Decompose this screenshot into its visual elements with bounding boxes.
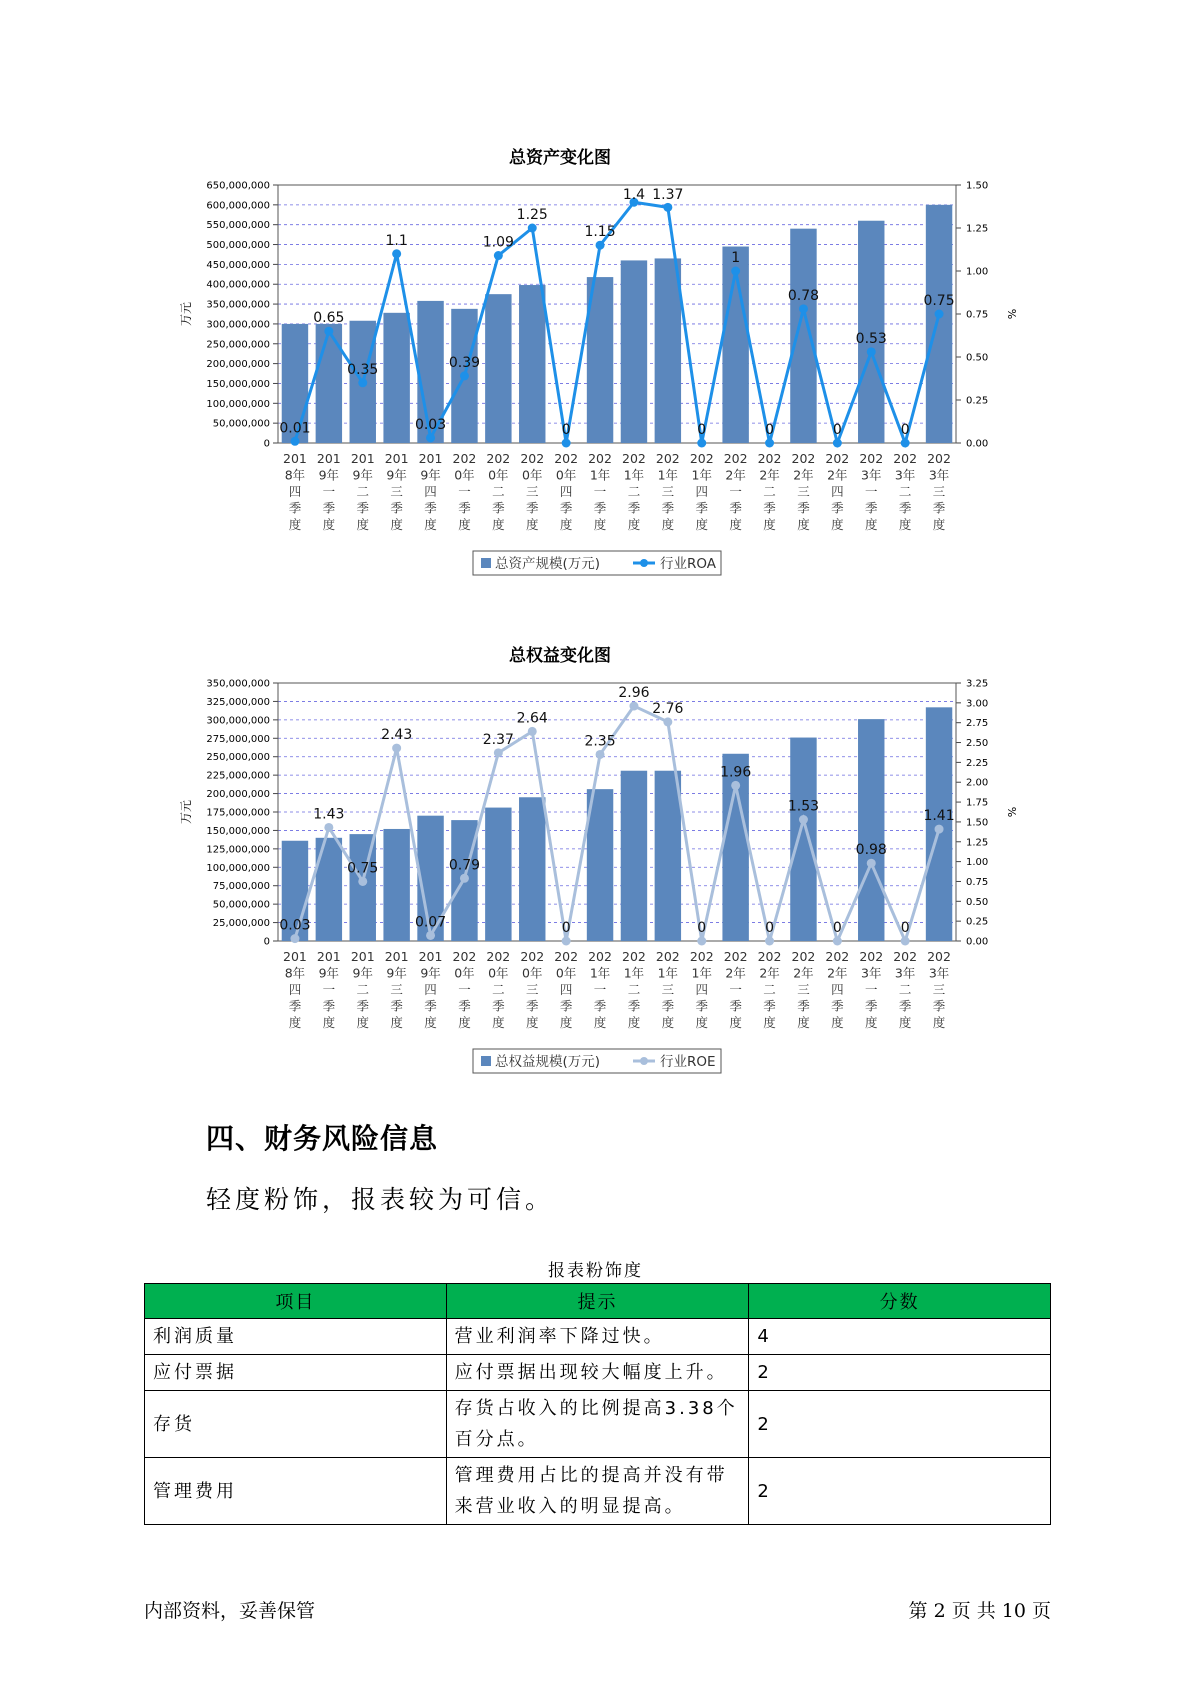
bar bbox=[858, 719, 884, 941]
bar bbox=[519, 285, 545, 443]
column-header: 分数 bbox=[749, 1284, 1051, 1319]
line-point bbox=[765, 439, 774, 448]
data-label: 1.09 bbox=[482, 234, 514, 251]
y2-tick-label: 2.00 bbox=[966, 777, 989, 789]
data-label: 1.25 bbox=[516, 207, 548, 223]
line-point bbox=[426, 931, 435, 940]
y2-tick-label: 0.00 bbox=[966, 438, 989, 450]
legend-bar-label: 总权益规模(万元) bbox=[495, 1054, 601, 1070]
y2-tick-label: 2.75 bbox=[966, 718, 989, 730]
table-cell-score: 2 bbox=[749, 1355, 1051, 1391]
column-header: 提示 bbox=[446, 1284, 749, 1319]
y2-tick-label: 1.25 bbox=[966, 837, 989, 849]
y-tick-label: 350,000,000 bbox=[206, 299, 270, 311]
column-header: 项目 bbox=[145, 1284, 447, 1319]
x-tick-label: 202 0年三季度 bbox=[520, 451, 545, 532]
table-cell-hint: 应付票据出现较大幅度上升。 bbox=[446, 1355, 749, 1391]
data-label: 0.98 bbox=[855, 842, 887, 859]
data-label: 0.75 bbox=[923, 293, 955, 309]
x-tick-label: 202 1年一季度 bbox=[588, 451, 612, 532]
bar bbox=[485, 294, 511, 443]
line-point bbox=[663, 203, 672, 212]
y2-tick-label: 1.00 bbox=[966, 857, 989, 869]
table-cell-score: 2 bbox=[749, 1391, 1051, 1458]
x-tick-label: 202 1年三季度 bbox=[655, 949, 680, 1030]
x-tick-label: 202 2年四季度 bbox=[825, 949, 850, 1030]
line-point bbox=[629, 702, 638, 711]
line-point bbox=[935, 825, 944, 834]
data-label: 1.37 bbox=[652, 187, 684, 203]
data-label: 1.43 bbox=[313, 806, 345, 823]
x-tick-label: 201 9年一季度 bbox=[316, 451, 341, 532]
y-tick-label: 225,000,000 bbox=[206, 770, 270, 782]
data-label: 1.4 bbox=[622, 187, 646, 203]
table-row bbox=[145, 1458, 1051, 1525]
x-tick-label: 202 2年三季度 bbox=[791, 451, 816, 532]
legend-bar-swatch bbox=[481, 558, 491, 568]
y-tick-label: 550,000,000 bbox=[206, 220, 270, 232]
y2-tick-label: 1.75 bbox=[966, 797, 989, 809]
legend-line-marker bbox=[640, 1057, 648, 1065]
bar bbox=[926, 205, 952, 443]
data-label: 0 bbox=[900, 920, 910, 936]
y2-axis-title: % bbox=[1005, 308, 1018, 320]
page-number: 第 2 页 共 10 页 bbox=[908, 1600, 1051, 1622]
y-tick-label: 175,000,000 bbox=[206, 807, 270, 819]
total-equity-chart bbox=[160, 638, 1018, 1098]
data-label: 2.35 bbox=[584, 733, 616, 750]
x-tick-label: 202 1年三季度 bbox=[655, 451, 680, 532]
table-row bbox=[145, 1355, 1051, 1391]
line-point bbox=[799, 304, 808, 313]
x-tick-label: 201 9年四季度 bbox=[418, 949, 443, 1030]
y-tick-label: 300,000,000 bbox=[206, 715, 270, 727]
line-point bbox=[528, 727, 537, 736]
y2-tick-label: 0.00 bbox=[966, 936, 989, 948]
line-point bbox=[290, 934, 299, 943]
data-label: 0 bbox=[765, 920, 775, 936]
footer-note: 内部资料，妥善保管 bbox=[144, 1600, 316, 1622]
line-point bbox=[596, 750, 605, 759]
bar bbox=[621, 771, 647, 941]
data-label: 0.35 bbox=[347, 361, 379, 378]
data-label: 2.64 bbox=[516, 710, 548, 727]
data-label: 0 bbox=[832, 422, 842, 438]
data-label: 0.53 bbox=[855, 330, 887, 347]
line-point bbox=[358, 877, 367, 886]
bar bbox=[655, 771, 681, 941]
x-tick-label: 202 2年一季度 bbox=[723, 451, 748, 532]
y-tick-label: 100,000,000 bbox=[206, 862, 270, 874]
table-row bbox=[145, 1319, 1051, 1355]
y-tick-label: 500,000,000 bbox=[206, 240, 270, 252]
data-label: 1.96 bbox=[720, 764, 752, 781]
y-tick-label: 50,000,000 bbox=[212, 418, 270, 430]
y-tick-label: 600,000,000 bbox=[206, 200, 270, 212]
line-point bbox=[494, 748, 503, 757]
table-caption: 报表粉饰度 bbox=[548, 1261, 643, 1281]
y2-tick-label: 1.50 bbox=[966, 817, 989, 829]
table-cell-hint: 存货占收入的比例提高3.38个百分点。 bbox=[446, 1391, 749, 1458]
legend-bar-swatch bbox=[481, 1056, 491, 1066]
y-tick-label: 75,000,000 bbox=[212, 881, 270, 893]
data-label: 1.1 bbox=[385, 232, 408, 249]
line-point bbox=[867, 347, 876, 356]
line-point bbox=[528, 224, 537, 233]
table-cell-item: 利润质量 bbox=[145, 1319, 447, 1355]
x-tick-label: 202 0年二季度 bbox=[486, 949, 511, 1030]
line-point bbox=[392, 249, 401, 258]
x-tick-label: 201 9年二季度 bbox=[350, 949, 375, 1030]
x-tick-label: 202 1年四季度 bbox=[689, 451, 714, 532]
bar bbox=[655, 258, 681, 443]
y2-tick-label: 0.50 bbox=[966, 352, 989, 364]
bar bbox=[519, 797, 545, 941]
y-tick-label: 325,000,000 bbox=[206, 696, 270, 708]
x-tick-label: 202 3年一季度 bbox=[859, 451, 884, 532]
legend-bar-label: 总资产规模(万元) bbox=[495, 556, 601, 572]
table-cell-item: 存货 bbox=[145, 1391, 447, 1458]
y-tick-label: 400,000,000 bbox=[206, 279, 270, 291]
x-tick-label: 202 0年一季度 bbox=[452, 949, 477, 1030]
table-cell-item: 管理费用 bbox=[145, 1458, 447, 1525]
line-point bbox=[596, 241, 605, 250]
y-tick-label: 250,000,000 bbox=[206, 339, 270, 351]
y2-tick-label: 1.50 bbox=[966, 180, 989, 192]
y2-tick-label: 1.25 bbox=[966, 223, 989, 235]
section-heading: 四、财务风险信息 bbox=[206, 1122, 439, 1155]
table-cell-item: 应付票据 bbox=[145, 1355, 447, 1391]
x-tick-label: 201 9年四季度 bbox=[418, 451, 443, 532]
line-point bbox=[867, 859, 876, 868]
y2-tick-label: 2.50 bbox=[966, 738, 989, 750]
x-tick-label: 202 2年四季度 bbox=[825, 451, 850, 532]
line-point bbox=[358, 378, 367, 387]
total-assets-chart-svg bbox=[160, 140, 1018, 590]
bar bbox=[790, 738, 816, 941]
y2-tick-label: 3.00 bbox=[966, 698, 989, 710]
line-point bbox=[765, 937, 774, 946]
line-point bbox=[697, 937, 706, 946]
bar bbox=[790, 229, 816, 443]
y-tick-label: 100,000,000 bbox=[206, 398, 270, 410]
line-point bbox=[833, 937, 842, 946]
y-tick-label: 25,000,000 bbox=[212, 918, 270, 930]
line-point bbox=[799, 815, 808, 824]
x-tick-label: 202 3年三季度 bbox=[927, 949, 951, 1030]
y2-tick-label: 2.25 bbox=[966, 757, 989, 769]
x-tick-label: 202 2年二季度 bbox=[757, 451, 782, 532]
line-point bbox=[731, 267, 740, 276]
data-label: 0.01 bbox=[279, 420, 311, 437]
x-tick-label: 202 3年一季度 bbox=[859, 949, 884, 1030]
y-tick-label: 150,000,000 bbox=[206, 378, 270, 390]
data-label: 0.39 bbox=[448, 354, 481, 371]
line-point bbox=[460, 371, 469, 380]
y2-tick-label: 0.75 bbox=[966, 309, 989, 321]
line-point bbox=[324, 823, 333, 832]
table-cell-hint: 管理费用占比的提高并没有带来营业收入的明显提高。 bbox=[446, 1458, 749, 1525]
data-label: 0.07 bbox=[414, 914, 447, 931]
data-label: 0 bbox=[697, 920, 707, 936]
line-point bbox=[697, 439, 706, 448]
x-tick-label: 202 3年二季度 bbox=[893, 451, 918, 532]
y-tick-label: 125,000,000 bbox=[206, 844, 270, 856]
x-tick-label: 201 9年三季度 bbox=[384, 451, 409, 532]
y-tick-label: 650,000,000 bbox=[206, 180, 270, 192]
data-label: 2.96 bbox=[618, 685, 650, 702]
y2-tick-label: 0.50 bbox=[966, 896, 989, 908]
data-label: 2.76 bbox=[652, 700, 684, 717]
line-point bbox=[562, 937, 571, 946]
bar bbox=[926, 707, 952, 941]
y-axis-title: 万元 bbox=[179, 799, 193, 825]
data-label: 1.53 bbox=[787, 798, 820, 815]
data-label: 1.41 bbox=[923, 808, 955, 825]
y-tick-label: 450,000,000 bbox=[206, 259, 270, 271]
line-point bbox=[731, 781, 740, 790]
y-tick-label: 200,000,000 bbox=[206, 359, 270, 371]
data-label: 0.65 bbox=[313, 310, 345, 327]
legend-line-label: 行业ROE bbox=[660, 1054, 716, 1070]
y-tick-label: 0 bbox=[263, 438, 270, 450]
table-cell-score: 4 bbox=[749, 1319, 1051, 1355]
line-point bbox=[494, 251, 503, 260]
line-point bbox=[426, 433, 435, 442]
x-tick-label: 202 1年四季度 bbox=[689, 949, 714, 1030]
data-label: 0 bbox=[561, 422, 571, 438]
y2-axis-title: % bbox=[1005, 806, 1018, 818]
x-tick-label: 201 9年三季度 bbox=[384, 949, 409, 1030]
table-cell-hint: 营业利润率下降过快。 bbox=[446, 1319, 749, 1355]
data-label: 0 bbox=[561, 920, 571, 936]
chart-title: 总权益变化图 bbox=[509, 646, 611, 666]
bar bbox=[383, 313, 409, 443]
data-label: 0.78 bbox=[787, 287, 820, 304]
x-tick-label: 201 9年一季度 bbox=[316, 949, 341, 1030]
x-tick-label: 202 0年二季度 bbox=[486, 451, 511, 532]
data-label: 0.03 bbox=[414, 416, 447, 433]
table-row bbox=[145, 1391, 1051, 1458]
x-tick-label: 202 0年四季度 bbox=[554, 451, 579, 532]
x-tick-label: 202 3年二季度 bbox=[893, 949, 918, 1030]
data-label: 0 bbox=[697, 422, 707, 438]
legend-line-marker bbox=[640, 559, 648, 567]
line-point bbox=[935, 310, 944, 319]
y2-tick-label: 0.75 bbox=[966, 876, 989, 888]
data-label: 2.37 bbox=[482, 731, 514, 748]
table-header-row bbox=[145, 1284, 1051, 1319]
data-label: 1 bbox=[731, 250, 741, 266]
line-point bbox=[562, 439, 571, 448]
bar bbox=[383, 829, 409, 941]
x-tick-label: 202 3年三季度 bbox=[927, 451, 951, 532]
legend-line-label: 行业ROA bbox=[660, 556, 717, 572]
bar bbox=[621, 260, 647, 443]
total-equity-chart-svg bbox=[160, 638, 1018, 1098]
y-tick-label: 300,000,000 bbox=[206, 319, 270, 331]
y-tick-label: 0 bbox=[263, 936, 270, 948]
x-tick-label: 202 0年四季度 bbox=[554, 949, 579, 1030]
x-tick-label: 202 0年一季度 bbox=[452, 451, 477, 532]
y-tick-label: 275,000,000 bbox=[206, 733, 270, 745]
x-tick-label: 201 8年四季度 bbox=[283, 949, 307, 1030]
x-tick-label: 201 8年四季度 bbox=[283, 451, 307, 532]
line-point bbox=[901, 439, 910, 448]
data-label: 0 bbox=[832, 920, 842, 936]
x-tick-label: 202 1年二季度 bbox=[622, 451, 646, 532]
table-cell-score: 2 bbox=[749, 1458, 1051, 1525]
data-label: 0.03 bbox=[279, 917, 311, 934]
y-tick-label: 150,000,000 bbox=[206, 825, 270, 837]
line-point bbox=[460, 874, 469, 883]
data-label: 0.75 bbox=[347, 860, 379, 877]
data-label: 2.43 bbox=[381, 727, 413, 744]
y2-tick-label: 0.25 bbox=[966, 916, 989, 928]
x-tick-label: 202 2年二季度 bbox=[757, 949, 782, 1030]
data-label: 1.15 bbox=[584, 224, 616, 241]
x-tick-label: 202 0年三季度 bbox=[520, 949, 545, 1030]
data-label: 0 bbox=[900, 422, 910, 438]
data-label: 0 bbox=[765, 422, 775, 438]
y2-tick-label: 0.25 bbox=[966, 395, 989, 407]
section-text: 轻度粉饰，报表较为可信。 bbox=[206, 1185, 555, 1214]
y-tick-label: 250,000,000 bbox=[206, 752, 270, 764]
y-tick-label: 350,000,000 bbox=[206, 678, 270, 690]
x-tick-label: 202 1年二季度 bbox=[622, 949, 646, 1030]
total-assets-chart bbox=[160, 140, 1018, 590]
y-tick-label: 50,000,000 bbox=[212, 899, 270, 911]
y-tick-label: 200,000,000 bbox=[206, 789, 270, 801]
whitewash-table bbox=[144, 1283, 1051, 1525]
line-point bbox=[290, 437, 299, 446]
line-point bbox=[392, 744, 401, 753]
line-point bbox=[901, 937, 910, 946]
x-tick-label: 201 9年二季度 bbox=[350, 451, 375, 532]
chart-title: 总资产变化图 bbox=[509, 148, 611, 168]
data-label: 0.79 bbox=[448, 857, 481, 874]
line-point bbox=[324, 327, 333, 336]
bar bbox=[316, 324, 342, 443]
bar bbox=[485, 808, 511, 941]
line-point bbox=[833, 439, 842, 448]
x-tick-label: 202 1年一季度 bbox=[588, 949, 612, 1030]
x-tick-label: 202 2年一季度 bbox=[723, 949, 748, 1030]
line-point bbox=[663, 717, 672, 726]
y2-tick-label: 3.25 bbox=[966, 678, 989, 690]
y2-tick-label: 1.00 bbox=[966, 266, 989, 278]
y-axis-title: 万元 bbox=[179, 301, 193, 327]
x-tick-label: 202 2年三季度 bbox=[791, 949, 816, 1030]
